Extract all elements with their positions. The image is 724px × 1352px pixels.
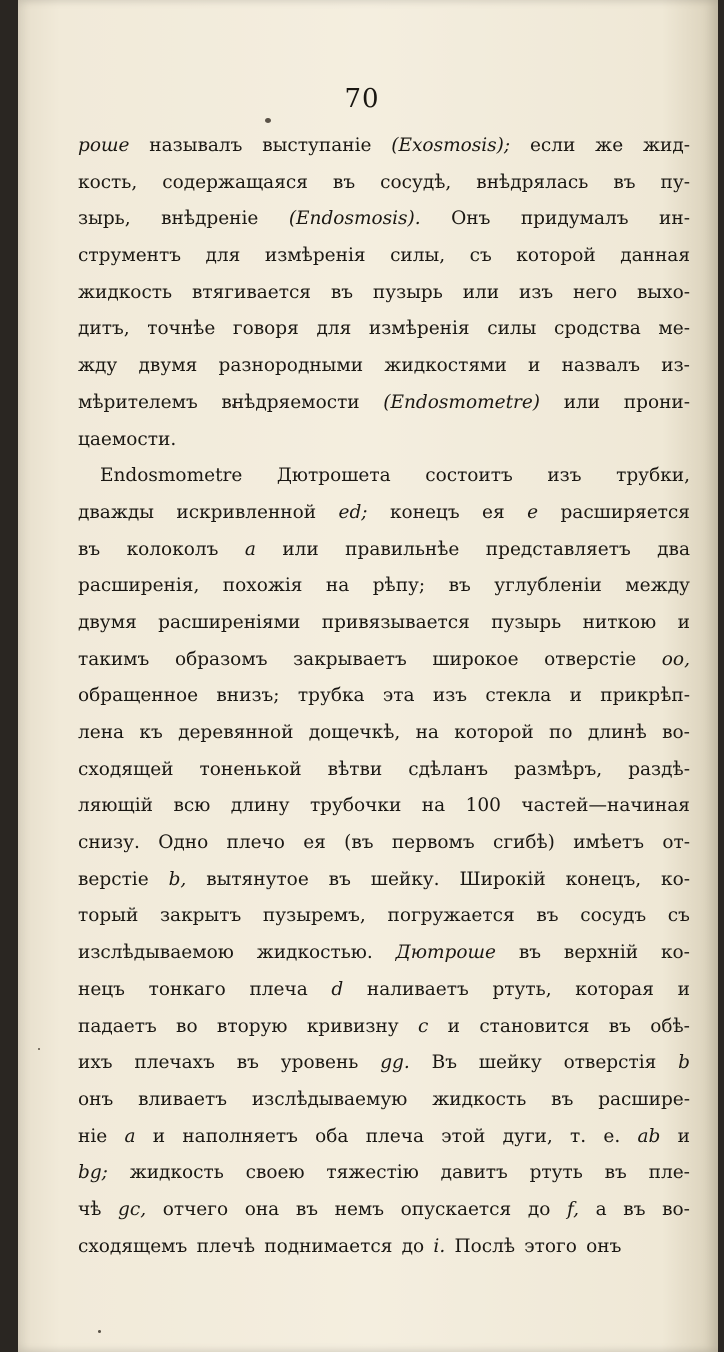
word: Послѣ: [454, 1235, 516, 1257]
word: на: [415, 722, 439, 743]
word: два: [657, 538, 690, 560]
word: въ: [623, 1198, 646, 1220]
word: верстіе: [78, 868, 149, 890]
word: силы,: [390, 245, 446, 267]
word: цаемости.: [78, 428, 177, 450]
text-line: [78, 495, 690, 532]
text-line: [78, 385, 690, 422]
word: между: [625, 575, 690, 597]
text-line: [78, 128, 690, 165]
word: шейку: [478, 1052, 542, 1074]
word: представляетъ: [485, 538, 631, 560]
word: плеча: [365, 1125, 424, 1147]
word: къ: [139, 722, 163, 743]
word: ко-: [660, 942, 690, 964]
word: шейку.: [370, 868, 440, 890]
word: для: [316, 318, 352, 340]
word: изъ: [432, 685, 468, 707]
word: d: [331, 978, 344, 1000]
word: она: [244, 1198, 280, 1220]
word: a: [244, 538, 256, 560]
word: образомъ: [174, 648, 268, 670]
word: выхо-: [637, 281, 690, 303]
word: ко-: [661, 868, 690, 890]
word: ніе: [78, 1125, 108, 1147]
word: него: [573, 281, 618, 303]
word: Одно: [158, 832, 209, 854]
word: и: [528, 355, 541, 377]
word: жид-: [642, 135, 690, 156]
word: въ: [330, 281, 354, 303]
word: немъ: [334, 1198, 385, 1220]
word: изслѣдываемую: [251, 1088, 408, 1110]
word: отверстіе: [544, 648, 637, 670]
text-line: [78, 788, 690, 825]
text-line: [78, 935, 690, 972]
text-line: [78, 605, 690, 642]
word: дощечкѣ,: [308, 722, 401, 743]
word: въ: [613, 171, 636, 193]
word: торый: [78, 905, 139, 927]
word: сродства: [554, 318, 641, 340]
text-line: [78, 1192, 690, 1229]
word: которой: [454, 722, 534, 743]
word: для: [205, 245, 241, 267]
word: говоря: [232, 318, 299, 340]
word: тяжестію: [326, 1162, 419, 1184]
word: пу-: [660, 171, 690, 193]
word: пузыремъ,: [262, 905, 366, 927]
word: называлъ: [149, 135, 243, 156]
word: въ: [604, 1162, 627, 1184]
word: Широкій: [459, 868, 546, 890]
word: этой: [441, 1125, 486, 1147]
word: всю: [173, 795, 211, 817]
word: чѣ: [78, 1198, 102, 1220]
word: поднимается: [264, 1235, 393, 1257]
word: а: [595, 1198, 607, 1220]
word: искривленной: [176, 501, 317, 523]
text-line: [78, 752, 690, 789]
text-line: [78, 201, 690, 238]
word: вливаетъ: [138, 1088, 227, 1110]
word: пузырь: [491, 611, 562, 633]
word: въ: [236, 1052, 259, 1074]
word: двумя: [138, 355, 198, 377]
word: съ: [667, 905, 690, 927]
word: внѣдреніе: [161, 208, 259, 230]
word: ртуть: [529, 1162, 583, 1184]
word: становится: [479, 1015, 590, 1037]
text-line: [78, 972, 690, 1009]
text-line: [78, 1229, 690, 1266]
word: данная: [620, 245, 690, 267]
word: съ: [469, 245, 492, 267]
word: ея: [303, 832, 326, 854]
word: измѣренія: [264, 245, 366, 267]
word: расширеніями: [158, 611, 301, 633]
text-line: [78, 275, 690, 312]
text-line: [78, 422, 690, 459]
word: въ: [295, 1198, 318, 1220]
word: углубленіи: [494, 575, 602, 597]
word: расширенія,: [78, 575, 200, 597]
word: разнородными: [218, 355, 364, 377]
word: дважды: [78, 501, 154, 523]
word: ab: [637, 1125, 661, 1147]
word: изъ: [547, 465, 582, 487]
word: трубки,: [616, 465, 690, 487]
word: своею: [245, 1162, 305, 1184]
word: и: [677, 611, 690, 633]
word: точнѣе: [147, 318, 216, 340]
word: gg.: [380, 1052, 410, 1074]
word: давитъ: [440, 1162, 508, 1184]
text-line: [78, 165, 690, 202]
word: f,: [566, 1198, 580, 1220]
text-line: [78, 1009, 690, 1046]
text-line: [78, 715, 690, 752]
word: b,: [168, 868, 187, 890]
word: измѣренія: [368, 318, 470, 340]
word: этого: [524, 1235, 577, 1257]
word: нецъ: [78, 978, 125, 1000]
text-line: [78, 1045, 690, 1082]
word: oo,: [661, 648, 690, 670]
word: или: [462, 281, 500, 303]
word: отчего: [162, 1198, 229, 1220]
text-line: [78, 458, 690, 495]
word: снизу.: [78, 832, 140, 854]
word: опускается: [400, 1198, 512, 1220]
word: вѣтви: [327, 758, 383, 780]
word: въ: [332, 171, 356, 193]
print-speck: [265, 118, 271, 123]
word: которой: [516, 245, 596, 267]
word: конецъ: [389, 501, 460, 523]
word: ртуть,: [492, 978, 552, 1000]
word: такимъ: [78, 648, 150, 670]
word: bg;: [78, 1162, 108, 1184]
word: Въ: [431, 1052, 457, 1074]
word: ed;: [338, 501, 368, 523]
text-line: [78, 238, 690, 275]
word: изслѣдываемою: [78, 942, 234, 964]
print-speck: [98, 1330, 101, 1333]
word: на: [325, 575, 350, 597]
text-line: [78, 825, 690, 862]
word: прикрѣп-: [600, 685, 690, 707]
word: содержащаяся: [162, 171, 308, 193]
text-line: [78, 532, 690, 569]
word: двумя: [78, 611, 137, 633]
word: внѣдряемости: [221, 391, 360, 413]
word: похожія: [222, 575, 303, 597]
word: онъ: [586, 1235, 622, 1257]
word: во: [176, 1015, 198, 1037]
text-line: [78, 678, 690, 715]
word: трубочки: [309, 795, 402, 817]
word: Дютроше: [395, 942, 496, 964]
word: первомъ: [391, 832, 475, 854]
word: по: [549, 722, 573, 743]
word: назвалъ: [561, 355, 641, 377]
word: пузырь: [372, 281, 443, 303]
word: имѣетъ: [573, 832, 645, 854]
word: закрываетъ: [293, 648, 407, 670]
word: и: [569, 685, 582, 707]
word: тоненькой: [199, 758, 302, 780]
word: выступаніе: [262, 135, 372, 156]
word: обращенное: [78, 685, 199, 707]
word: жидкостями: [384, 355, 507, 377]
page-body-text: [78, 128, 690, 1265]
word: въ: [518, 942, 542, 964]
word: Endosmometre: [100, 465, 243, 487]
word: частей—начиная: [521, 795, 690, 817]
word: и: [152, 1125, 166, 1147]
word: струментъ: [78, 245, 181, 267]
word: эта: [382, 685, 415, 707]
word: прони-: [623, 391, 690, 413]
word: или: [563, 391, 601, 413]
word: длинѣ: [587, 722, 647, 743]
word: наполняетъ: [182, 1125, 298, 1147]
word: ихъ: [78, 1052, 113, 1074]
word: сходящемъ: [78, 1235, 188, 1257]
word: трубка: [297, 685, 365, 707]
word: сосудѣ,: [380, 171, 452, 193]
word: уровень: [280, 1052, 359, 1074]
text-line: [78, 862, 690, 899]
word: т.: [570, 1125, 587, 1147]
text-line: [78, 1155, 690, 1192]
word: колоколъ: [126, 538, 219, 560]
word: или: [282, 538, 319, 560]
word: gc,: [118, 1198, 147, 1220]
word: вторую: [216, 1015, 288, 1037]
word: мѣрителемъ: [78, 391, 198, 413]
word: от-: [662, 832, 690, 854]
word: конецъ,: [565, 868, 642, 890]
word: ниткою: [582, 611, 657, 633]
word: плечѣ: [196, 1235, 255, 1257]
word: внѣдрялась: [476, 171, 589, 193]
word: размѣръ,: [514, 758, 603, 780]
word: жидкость: [78, 281, 173, 303]
word: до: [527, 1198, 551, 1220]
word: (въ: [344, 832, 374, 854]
text-line: [78, 311, 690, 348]
word: погружается: [387, 905, 515, 927]
word: ея: [482, 501, 505, 523]
word: на: [421, 795, 446, 817]
word: которая: [575, 978, 654, 1000]
text-line: [78, 898, 690, 935]
word: тонкаго: [148, 978, 226, 1000]
word: ляющій: [78, 795, 153, 817]
word: раздѣ-: [628, 758, 690, 780]
word: до: [401, 1235, 425, 1257]
word: въ: [328, 868, 351, 890]
word: правильнѣе: [345, 538, 460, 560]
word: стекла: [485, 685, 552, 707]
word: отверстія: [563, 1052, 657, 1074]
word: внизъ;: [216, 685, 280, 707]
word: оба: [315, 1125, 349, 1147]
word: верхній: [563, 942, 639, 964]
word: сосудъ: [580, 905, 647, 927]
word: втягивается: [191, 281, 311, 303]
word: въ: [78, 538, 101, 560]
word: состоитъ: [425, 465, 513, 487]
word: если: [529, 135, 576, 156]
word: обѣ-: [650, 1015, 690, 1037]
word: c: [417, 1015, 429, 1037]
word: въ: [551, 1088, 574, 1110]
word: во-: [662, 722, 690, 743]
text-line: [78, 1119, 690, 1156]
word: жидкость: [129, 1162, 224, 1184]
word: въ: [608, 1015, 631, 1037]
word: (Endosmosis).: [288, 208, 421, 230]
word: зырь,: [78, 208, 131, 230]
word: из-: [661, 355, 690, 377]
word: сходящей: [78, 758, 174, 780]
word: жидкостью.: [256, 942, 373, 964]
word: сдѣланъ: [408, 758, 489, 780]
text-line: [78, 642, 690, 679]
text-line: [78, 1082, 690, 1119]
word: въ: [536, 905, 559, 927]
word: кость,: [78, 171, 138, 193]
word: плечахъ: [134, 1052, 215, 1074]
word: рѣпу;: [372, 575, 426, 597]
word: плеча: [249, 978, 308, 1000]
word: во-: [662, 1198, 690, 1220]
word: a: [124, 1125, 136, 1147]
text-line: [78, 348, 690, 385]
word: и: [677, 1125, 690, 1147]
word: въ: [448, 575, 471, 597]
word: закрытъ: [159, 905, 242, 927]
word: лена: [78, 722, 125, 743]
word: (Endosmometre): [383, 391, 541, 413]
word: онъ: [78, 1088, 114, 1110]
word: (Exosmosis);: [391, 135, 511, 156]
word: сгибѣ): [492, 832, 555, 854]
word: Онъ: [451, 208, 491, 230]
print-speck: [38, 1048, 40, 1050]
word: жидкость: [432, 1088, 527, 1110]
text-line: [78, 568, 690, 605]
word: ин-: [659, 208, 690, 230]
word: же: [595, 135, 624, 156]
word: широкое: [432, 648, 519, 670]
word: плечо: [226, 832, 285, 854]
word: придумалъ: [520, 208, 629, 230]
word: роше: [78, 135, 130, 156]
word: е.: [603, 1125, 621, 1147]
word: длину: [230, 795, 290, 817]
word: расширяется: [560, 501, 690, 523]
word: привязывается: [321, 611, 470, 633]
word: 100: [465, 795, 501, 817]
word: наливаетъ: [366, 978, 469, 1000]
word: и: [447, 1015, 460, 1037]
word: жду: [78, 355, 118, 377]
word: и: [677, 978, 690, 1000]
word: вытянутое: [206, 868, 309, 890]
word: силы: [487, 318, 537, 340]
word: деревянной: [178, 722, 294, 743]
page-number: 70: [344, 84, 380, 114]
word: дитъ,: [78, 318, 130, 340]
word: Дютрошета: [276, 465, 391, 487]
word: дуги,: [502, 1125, 553, 1147]
word: ме-: [658, 318, 690, 340]
word: пле-: [648, 1162, 690, 1184]
word: падаетъ: [78, 1015, 157, 1037]
word: кривизну: [306, 1015, 399, 1037]
word: b: [678, 1052, 690, 1074]
word: изъ: [518, 281, 554, 303]
word: e: [527, 501, 539, 523]
word: i.: [433, 1235, 446, 1257]
word: расшире-: [598, 1088, 690, 1110]
